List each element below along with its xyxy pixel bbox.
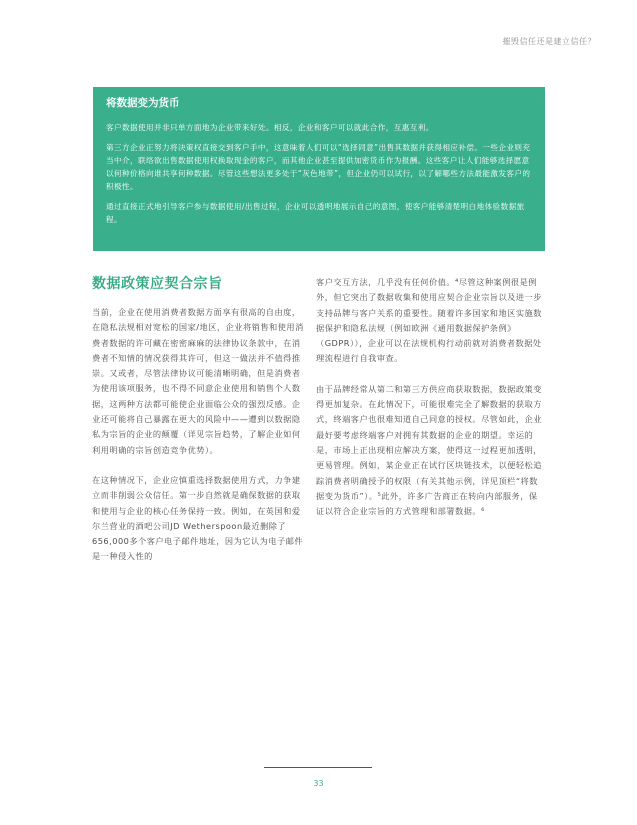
callout-paragraph: 通过直接正式地引导客户参与数据使用/出售过程，企业可以透明地展示自己的意图，使客户能够清楚明白地体验数据旅程。 xyxy=(106,202,525,224)
body-paragraph: 当前，企业在使用消费者数据方面享有很高的自由度，在隐私法规相对宽松的国家/地区，企业将销售和使用消费者数据的许可藏在密密麻麻的法律协议条款中，在消费者不知情的情况获得其许可，但这一做法并不值得推崇。又或者，尽管法律协议可能清晰明确，但是消费者为使用该项服务，也不得不同意企业使用和销售个人数据，这两种方法都可能使企业面临公众的强烈反感。企业还可能将自己暴露在更大的风险中——遭到以数据隐私为宗旨的企业的颠覆（详见宗旨趋势，了解企业如何利用明确的宗旨创造竞争优势）。 xyxy=(92,307,304,455)
right-column xyxy=(316,275,544,534)
body-paragraph: 客户交互方法，几乎没有任何价值。⁴尽管这种案例很是例外，但它突出了数据收集和使用应契合企业宗旨以及进一步支持品牌与客户关系的重要性。随着许多国家和地区实施数据保护和隐私法规（例如欧洲《通用数据保护条例》（GDPR）），企业可以在法规机构行动前就对消费者数据处理流程进行自我审查。 xyxy=(316,277,542,364)
body-paragraph: 在这种情况下，企业应慎重选择数据使用方式，力争建立而非削弱公众信任。第一步自然就是确保数据的获取和使用与企业的核心任务保持一致。例如，在英国和爱尔兰营业的酒吧公司JD Wetherspoon最近删除了656,000多个客户电子邮件地址，因为它认为电子邮件是一种侵入性的 xyxy=(92,474,304,562)
sidebar-callout-box xyxy=(93,87,545,251)
section-heading: 数据政策应契合宗旨 xyxy=(92,276,223,292)
running-header: 摧毁信任还是建立信任？ xyxy=(502,37,596,46)
footer-divider xyxy=(264,767,372,768)
callout-paragraph: 第三方企业正努力将决策权直接交到客户手中，这意味着人们可以“选择同意”出售其数据并获得相应补偿。一些企业则充当中介，联络欲出售数据使用权换取现金的客户，而其他企业甚至提供加密货币作为报酬。这些客户让人们能够选择愿意以何种价格向谁共享何种数据。尽管这些想法更多处于“灰色地带”，但企业仍可以试行，以了解哪些方法最能激发客户的积极性。 xyxy=(106,143,531,191)
callout-paragraph: 客户数据使用并非只单方面地为企业带来好处。相反，企业和客户可以就此合作，互惠互利。 xyxy=(106,123,434,132)
page-number: 33 xyxy=(313,779,324,788)
body-paragraph: 由于品牌经常从第二和第三方供应商获取数据，数据政策变得更加复杂。在此情况下，可能很难完全了解数据的获取方式，终端客户也很难知道自己同意的授权。尽管如此，企业最好要考虑终端客户对拥有其数据的企业的期望。幸运的是，市场上正出现相应解决方案，使得这一过程更加透明，更易管理。例如，某企业正在试行区块链技术，以便轻松追踪消费者明确授予的权限（有关其他示例，详见顶栏“将数据变为货币”）。⁵此外，许多广告商正在转向内部服务，保证以符合企业宗旨的方式管理和部署数据。⁶ xyxy=(316,383,542,517)
left-column xyxy=(92,275,306,580)
callout-title: 将数据变为货币 xyxy=(106,97,180,109)
